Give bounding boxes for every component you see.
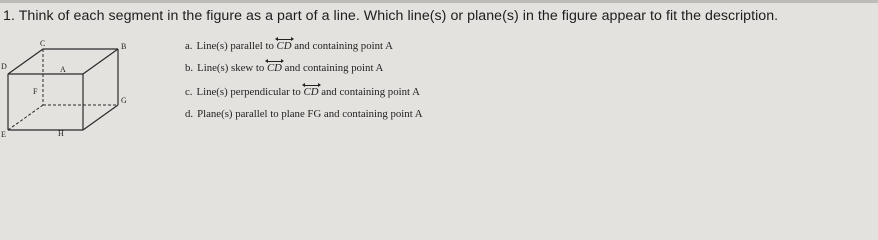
line-cd-symbol [304,86,319,98]
label-f: F [33,87,38,96]
item-a [185,40,393,52]
item-text-before: Line(s) parallel to [196,40,277,52]
item-text-before: Line(s) skew to [197,62,267,74]
question-number: 1. [3,8,15,24]
question-prompt [3,6,875,26]
rectangular-prism-figure [0,36,170,139]
item-text-after: and containing point A [281,62,384,74]
label-c: C [40,39,46,48]
line-symbol-text: CD [303,86,319,98]
line-symbol-text: CD [266,62,282,74]
item-letter: c. [185,86,193,98]
label-g: G [121,96,127,105]
line-symbol-text: CD [276,40,292,52]
label-d: D [1,62,7,71]
item-text: Plane(s) parallel to plane FG and containing point A [197,108,423,120]
line-cd-symbol [267,62,282,74]
item-d [185,108,423,120]
item-text-after: and containing point A [318,86,420,98]
edge-cd [8,49,43,74]
edge-ba [83,49,118,74]
item-text-after: and containing point A [291,40,393,52]
top-border [0,0,878,3]
edge-fe-hidden [8,105,43,130]
item-c [185,86,420,98]
edge-gh [83,105,118,130]
label-e: E [1,130,6,139]
item-text-before: Line(s) perpendicular to [196,86,304,98]
line-cd-symbol [277,40,292,52]
label-h: H [58,129,64,138]
item-letter: d. [185,108,194,120]
prism-svg [0,36,170,139]
item-letter: a. [185,40,193,52]
question-text: Think of each segment in the figure as a part of a line. Which line(s) or plane(s) in the figure appear to fit the description. [18,8,779,24]
item-b [185,62,383,74]
item-letter: b. [185,62,194,74]
label-b: B [121,42,127,51]
label-a: A [60,65,66,74]
